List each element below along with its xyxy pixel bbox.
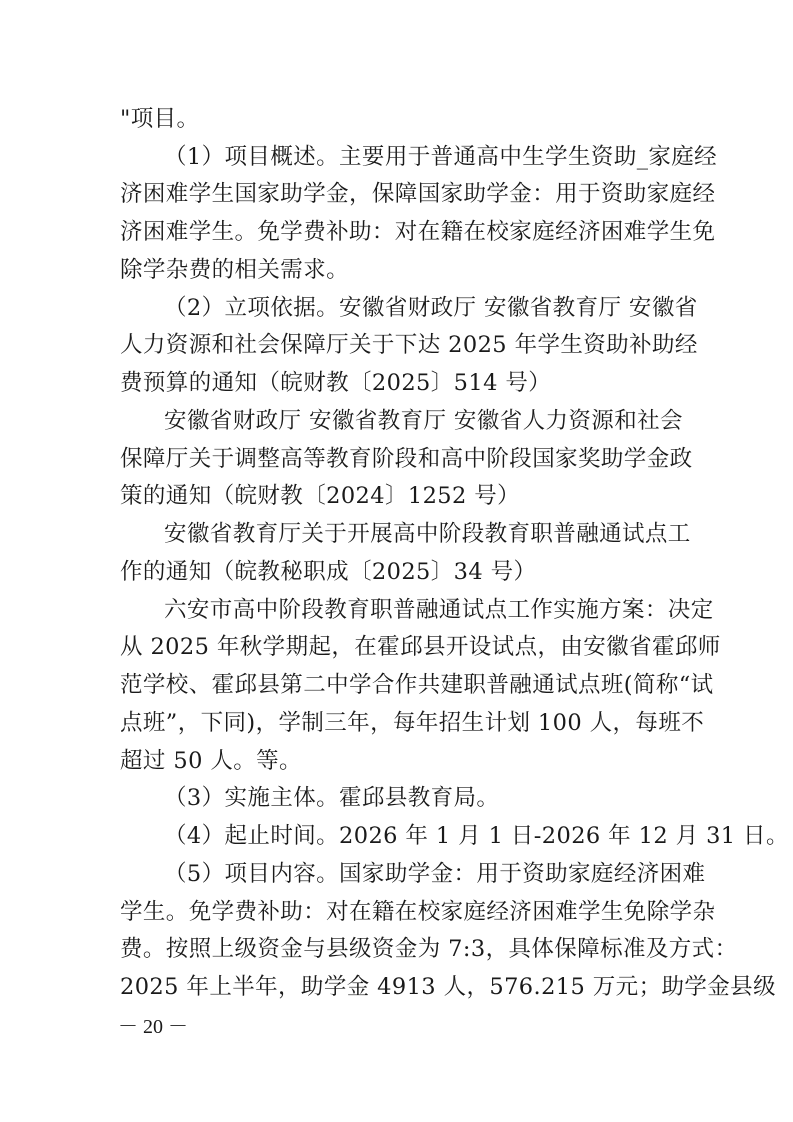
text-line: 安徽省财政厅 安徽省教育厅 安徽省人力资源和社会 bbox=[164, 408, 683, 434]
text-line: 超过 50 人。等。 bbox=[120, 748, 302, 774]
text-line: 从 2025 年秋学期起，在霍邱县开设试点，由安徽省霍邱师 bbox=[120, 634, 721, 660]
text-line: 范学校、霍邱县第二中学合作共建职普融通试点班(简称“试 bbox=[120, 672, 714, 698]
text-line: （2）立项依据。安徽省财政厅 安徽省教育厅 安徽省 bbox=[164, 295, 698, 321]
text-line: 人力资源和社会保障厅关于下达 2025 年学生资助补助经 bbox=[120, 332, 698, 358]
text-line: （1）项目概述。主要用于普通高中生学生资助_家庭经 bbox=[164, 144, 718, 170]
text-line: 保障厅关于调整高等教育阶段和高中阶段国家奖助学金政 bbox=[120, 446, 693, 472]
text-line: （5）项目内容。国家助学金：用于资助家庭经济困难 bbox=[164, 861, 706, 887]
text-line: 学生。免学费补助：对在籍在校家庭经济困难学生免除学杂 bbox=[120, 899, 716, 925]
text-line: 济困难学生。免学费补助：对在籍在校家庭经济困难学生免 bbox=[120, 219, 716, 245]
page-number: － 20 － bbox=[118, 1016, 188, 1038]
text-line: （3）实施主体。霍邱县教育局。 bbox=[164, 785, 500, 811]
text-line: 点班”，下同)，学制三年，每年招生计划 100 人，每班不 bbox=[120, 710, 705, 736]
text-line: 作的通知（皖教秘职成〔2025〕34 号） bbox=[120, 559, 537, 585]
text-line: 费。按照上级资金与县级资金为 7:3，具体保障标准及方式： bbox=[120, 936, 738, 962]
text-line: 六安市高中阶段教育职普融通试点工作实施方案：决定 bbox=[164, 597, 714, 623]
text-line: 除学杂费的相关需求。 bbox=[120, 257, 350, 283]
text-line: "项目。 bbox=[120, 106, 200, 132]
text-line: 策的通知（皖财教〔2024〕1252 号） bbox=[120, 483, 521, 509]
text-line: （4）起止时间。2026 年 1 月 1 日-2026 年 12 月 31 日。 bbox=[164, 823, 789, 849]
text-line: 2025 年上半年，助学金 4913 人，576.215 万元；助学金县级 bbox=[120, 974, 776, 1000]
text-line: 济困难学生国家助学金，保障国家助学金：用于资助家庭经 bbox=[120, 181, 716, 207]
text-line: 费预算的通知（皖财教〔2025〕514 号） bbox=[120, 370, 552, 396]
text-line: 安徽省教育厅关于开展高中阶段教育职普融通试点工 bbox=[164, 521, 691, 547]
